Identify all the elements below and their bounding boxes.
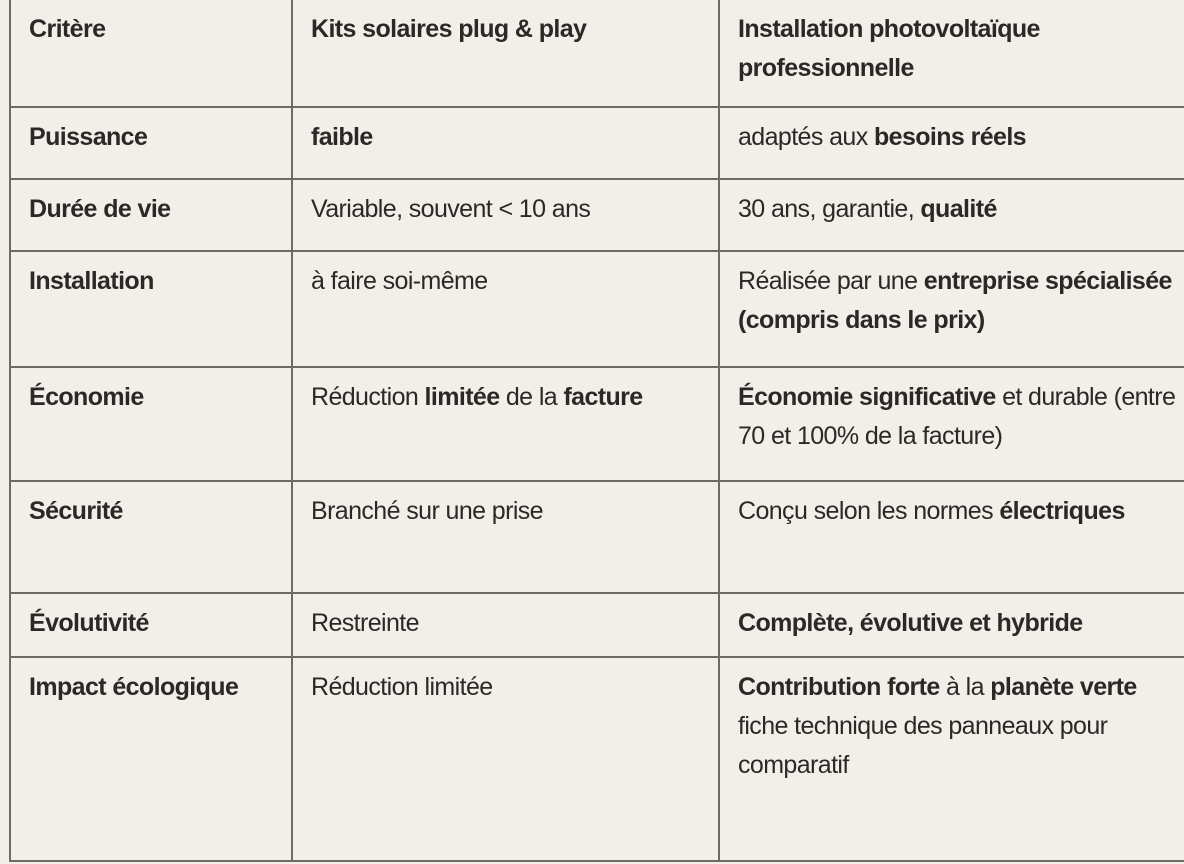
table-header-row [10,0,1184,107]
kit-text-segment: limitée [424,383,500,411]
comparison-table [9,0,1184,862]
pro-text-segment: besoins réels [873,123,1026,151]
pro-text-segment: Contribution forte [738,673,940,701]
cell-critere: Durée de vie [10,179,292,251]
kit-text-segment: Variable, souvent < 10 ans [311,195,591,223]
table-row [10,107,1184,179]
kit-text-segment: Branché sur une prise [311,497,543,525]
header-critere: Critère [10,0,292,107]
kit-text-segment: Restreinte [311,609,419,637]
kit-text-segment: faible [311,123,373,151]
cell-critere: Économie [10,367,292,481]
cell-kit [292,367,719,481]
table-row [10,251,1184,367]
cell-critere: Puissance [10,107,292,179]
pro-text-segment: planète verte [990,673,1137,701]
kit-text-segment: à faire soi-même [311,267,488,295]
pro-text-segment: électriques [999,497,1125,525]
kit-text-segment: de la [499,383,564,411]
cell-kit [292,657,719,861]
cell-critere: Installation [10,251,292,367]
header-kit: Kits solaires plug & play [292,0,719,107]
pro-text-segment: fiche technique des panneaux pour comparatif [738,712,1108,779]
cell-pro [719,107,1184,179]
pro-text-segment: Complète, évolutive et hybride [738,609,1083,637]
table-row [10,179,1184,251]
cell-kit [292,593,719,657]
pro-text-segment: à la [939,673,991,701]
cell-pro [719,367,1184,481]
pro-text-segment: entreprise spécialisée (compris dans le prix) [738,267,1172,334]
cell-pro [719,179,1184,251]
table-row [10,367,1184,481]
cell-pro [719,481,1184,593]
kit-text-segment: Réduction limitée [311,673,493,701]
pro-text-segment: 30 ans, garantie, [738,195,921,223]
cell-pro [719,593,1184,657]
cell-kit [292,251,719,367]
cell-kit [292,179,719,251]
pro-text-segment: Économie significative [738,383,996,411]
pro-text-segment: Conçu selon les normes [738,497,1000,525]
pro-text-segment: et durable (entre 70 et 100% de la facture) [738,383,1176,450]
cell-critere: Sécurité [10,481,292,593]
cell-pro [719,657,1184,861]
header-pro: Installation photovoltaïque professionnelle [719,0,1184,107]
pro-text-segment: qualité [920,195,997,223]
cell-kit [292,107,719,179]
pro-text-segment: Réalisée par une [738,267,924,295]
cell-pro [719,251,1184,367]
cell-kit [292,481,719,593]
table-row [10,481,1184,593]
cell-critere: Évolutivité [10,593,292,657]
kit-text-segment: facture [563,383,643,411]
table-row [10,657,1184,861]
pro-text-segment: adaptés aux [738,123,874,151]
kit-text-segment: Réduction [311,383,425,411]
cell-critere: Impact écologique [10,657,292,861]
table-row [10,593,1184,657]
